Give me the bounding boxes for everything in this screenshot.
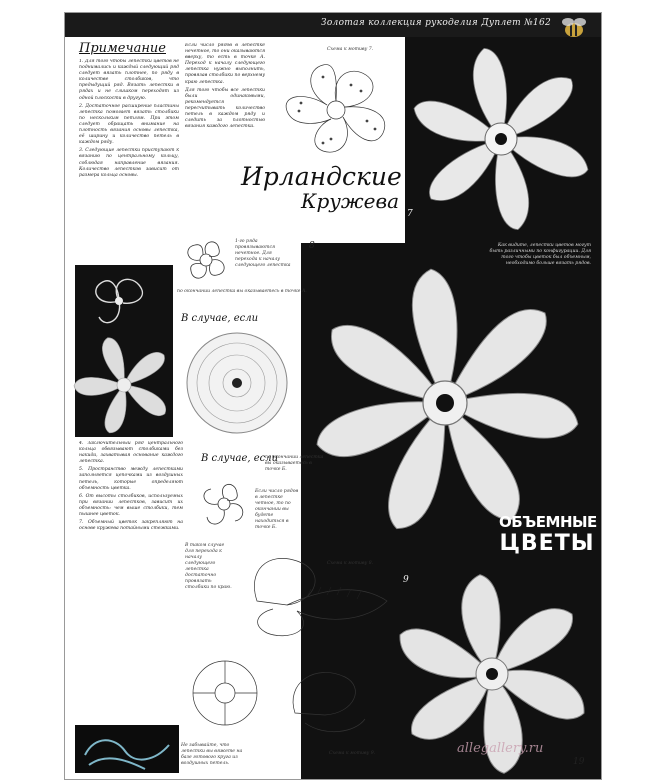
- scheme-7-caption: Схема к мотиву 7.: [327, 47, 374, 52]
- note-paragraph: Если число рядов в лепестке нечетное, то они оказываются вверху, то есть в точке А. Переход к началу следующего лепестка нужно выполнить, провязав столбики по верхнему краю лепестка.: [185, 43, 265, 85]
- irish-lace-title-line2: Кружева: [301, 189, 400, 213]
- note-paragraph: 3. Следующие лепестки приступают к вязанию по центральному кольцу, соблюдая направление вязания. Количество лепестков зависит от размера кольца основы.: [79, 148, 179, 178]
- note-paragraph: 2. Достаточное расширение пластины лепестка помогает вязать столбики по нескольким петлям. При этом следует обращать внимание на плотность вязания основы лепестка, её ширину и количество петель в каждом ряду.: [79, 103, 179, 146]
- flower-photo-8: [315, 253, 565, 513]
- point-a-caption: по окончании лепестка вы оказываетесь в точке А.: [177, 289, 307, 294]
- irish-lace-title: [241, 162, 402, 213]
- lace-motif-photo-medium: [77, 335, 171, 435]
- motif-number-8: 8: [309, 241, 315, 251]
- small-flower-diagram: [181, 235, 231, 285]
- scheme-8-diagram: [237, 541, 407, 641]
- point-b-caption: по окончании лепестка вы оказываетесь в точке Б.: [265, 455, 324, 472]
- motif-number-9: 9: [403, 575, 409, 585]
- voluminous-flowers-title: [499, 513, 595, 556]
- page-header: [65, 13, 601, 37]
- transition-caption: В таком случае для перехода к началу следующего лепестка достаточно провязать столбики по краю.: [185, 543, 232, 590]
- page-number: 19: [573, 757, 585, 767]
- header-text: Золотая коллекция рукоделия Дуплет №162: [320, 18, 551, 28]
- voluminous-flowers-title-line1: ОБЪЕМНЫЕ: [499, 513, 597, 531]
- case-label-1: В случае, если: [181, 313, 259, 324]
- note-paragraph: 4. Заключительный ряд центрального кольца обвязывают столбиками без накида, захватывая основание каждого лепестка.: [79, 441, 183, 465]
- note-paragraph: 7. Объемный цветок закрепляют на основе кружева потайными стежками.: [79, 520, 183, 532]
- rows-odd-caption: 1-го ряда провязываются нечетное. Для перехода к началу следующего лепестка: [235, 239, 291, 268]
- note-paragraph: 5. Пространство между лепестками заполняется цепочками из воздушных петель, которые определяют объемность цветка.: [79, 467, 183, 491]
- note-paragraph: Для того чтобы все лепестки были одинаковыми, рекомендуется пересчитывать количество петель в каждом ряду и следить за плотностью вязания каждого лепестка.: [185, 87, 265, 130]
- scheme-8-caption: Схема к мотиву 8.: [327, 561, 374, 566]
- voluminous-flowers-title-line2: ЦВЕТЫ: [499, 531, 595, 556]
- scheme-9-caption: Схема к мотиву 9.: [329, 751, 376, 756]
- scheme-9-diagram: [185, 653, 375, 743]
- rows-even-caption: Если число рядов в лепестке четное, то по окончании вы будете находиться в точке Б.: [255, 489, 299, 530]
- note-paragraph: 6. От высоты столбиков, используемых при вязании лепестков, зависит их объемность: чем выше столбики, тем пышнее цветок.: [79, 493, 183, 518]
- lace-motif-photo-small: [79, 271, 165, 331]
- note-column-2: [185, 43, 265, 165]
- small-flower-diagram-2: [197, 477, 251, 531]
- irish-lace-title-line1: Ирландские: [241, 162, 402, 191]
- motif-number-7: 7: [407, 209, 413, 219]
- lace-swatch-photo: [75, 725, 179, 773]
- case-label-2: В случае, если: [201, 453, 279, 464]
- note-paragraph: 1. Для того чтобы лепестки цветов не поднимались и каждый следующий ряд следует вязать плотнее, по ряду в количестве столбиков, что предыдущий ряд. Вязать лепестки в рядах и не слишком переходят из одной плоскости в другую.: [79, 59, 179, 101]
- scheme-7-diagram: [271, 55, 401, 159]
- flower-photo-7: [411, 47, 591, 227]
- no-forget-caption: Не забывайте, что лепестки вы вяжете на базе готового круга из воздушных петель.: [181, 743, 243, 766]
- note-column-1: [79, 59, 179, 261]
- round-lace-photo: [179, 327, 295, 437]
- bottom-text-column: [79, 441, 183, 721]
- magazine-page: [64, 12, 602, 780]
- watermark: allegallery.ru: [457, 741, 544, 756]
- side-note: Как видите, лепестки цветов могут быть различными по конфигурации. Для того чтобы цветок был объемным, необходимо больше вязать рядов.: [489, 243, 591, 266]
- note-title: Примечание: [79, 41, 166, 56]
